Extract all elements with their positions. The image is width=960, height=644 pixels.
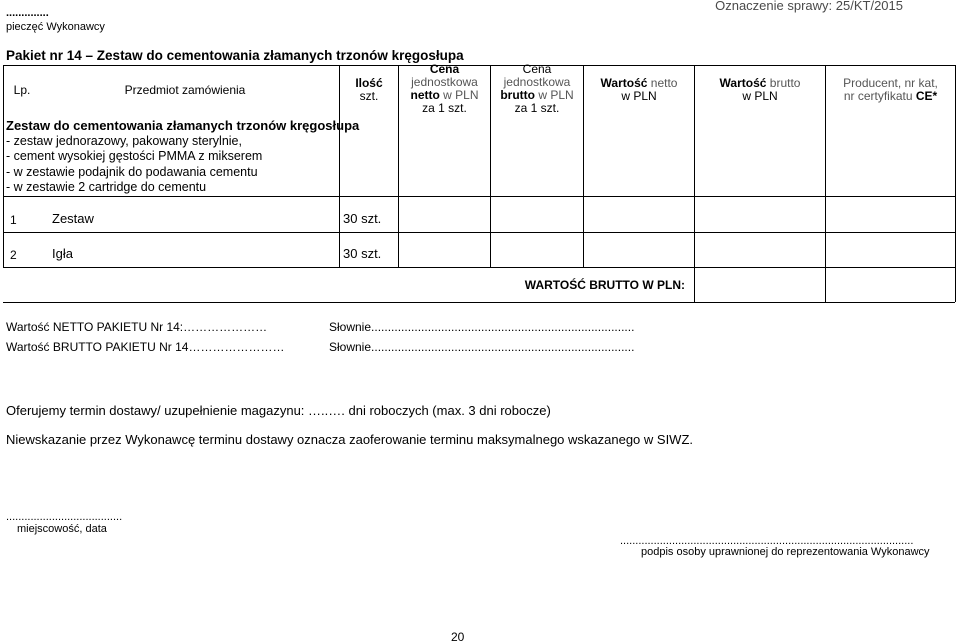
description-line: - cement wysokiej gęstości PMMA z mikserem bbox=[6, 149, 263, 163]
row-name: Zestaw bbox=[52, 211, 94, 226]
total-gross-label: WARTOŚĆ BRUTTO W PLN: bbox=[524, 278, 685, 292]
col-header-qty: Ilość szt. bbox=[355, 76, 383, 103]
package-gross-value: Wartość BRUTTO PAKIETU Nr 14…………………… bbox=[6, 340, 285, 354]
package-title: Pakiet nr 14 – Zestaw do cementowania złamanych trzonów kręgosłupa bbox=[6, 48, 464, 63]
case-reference: Oznaczenie sprawy: 25/KT/2015 bbox=[715, 0, 903, 13]
signature-dots: ................................................................................................ bbox=[620, 535, 914, 547]
place-date-label: miejscowość, data bbox=[17, 523, 107, 535]
package-net-words: Słownie............................................................................... bbox=[329, 320, 635, 334]
page-number: 20 bbox=[451, 630, 465, 644]
row-qty: 30 szt. bbox=[343, 211, 382, 226]
col-header-gross-value: Wartość brutto w PLN bbox=[719, 76, 801, 103]
row-lp: 2 bbox=[10, 248, 17, 262]
delivery-term: Oferujemy termin dostawy/ uzupełnienie magazynu: …..…. dni roboczych (max. 3 dni robocze) bbox=[6, 403, 551, 418]
stamp-dots: .............. bbox=[6, 7, 49, 19]
description-line: - w zestawie podajnik do podawania cementu bbox=[6, 164, 258, 179]
row-qty: 30 szt. bbox=[343, 246, 382, 261]
delivery-notice: Niewskazanie przez Wykonawcę terminu dostawy oznacza zaoferowanie terminu maksymalnego wskazanego w SIWZ. bbox=[6, 432, 694, 447]
col-header-net-unit-price: Cena jednostkowa netto w PLN za 1 szt. bbox=[410, 62, 479, 115]
description-title: Zestaw do cementowania złamanych trzonów kręgosłupa bbox=[6, 118, 360, 133]
col-header-gross-unit-price: Cena jednostkowa brutto w PLN za 1 szt. bbox=[500, 62, 574, 115]
row-lp: 1 bbox=[10, 213, 17, 227]
row-name: Igła bbox=[52, 246, 73, 261]
package-net-value: Wartość NETTO PAKIETU Nr 14:………………… bbox=[6, 320, 268, 334]
description-line: - w zestawie 2 cartridge do cementu bbox=[6, 180, 207, 194]
col-header-net-value: Wartość netto w PLN bbox=[600, 76, 678, 103]
stamp-label: pieczęć Wykonawcy bbox=[6, 21, 105, 33]
col-header-producer: Producent, nr kat, nr certyfikatu CE* bbox=[843, 76, 938, 103]
col-header-subject: Przedmiot zamówienia bbox=[124, 83, 246, 97]
place-date-dots: ...................................... bbox=[6, 511, 123, 523]
package-gross-words: Słownie............................................................................... bbox=[329, 340, 635, 354]
description-line: - zestaw jednorazowy, pakowany sterylnie, bbox=[6, 133, 242, 148]
col-header-lp: Lp. bbox=[13, 83, 31, 97]
signature-label: podpis osoby uprawnionej do reprezentowania Wykonawcy bbox=[641, 546, 930, 558]
item-description bbox=[6, 118, 359, 196]
